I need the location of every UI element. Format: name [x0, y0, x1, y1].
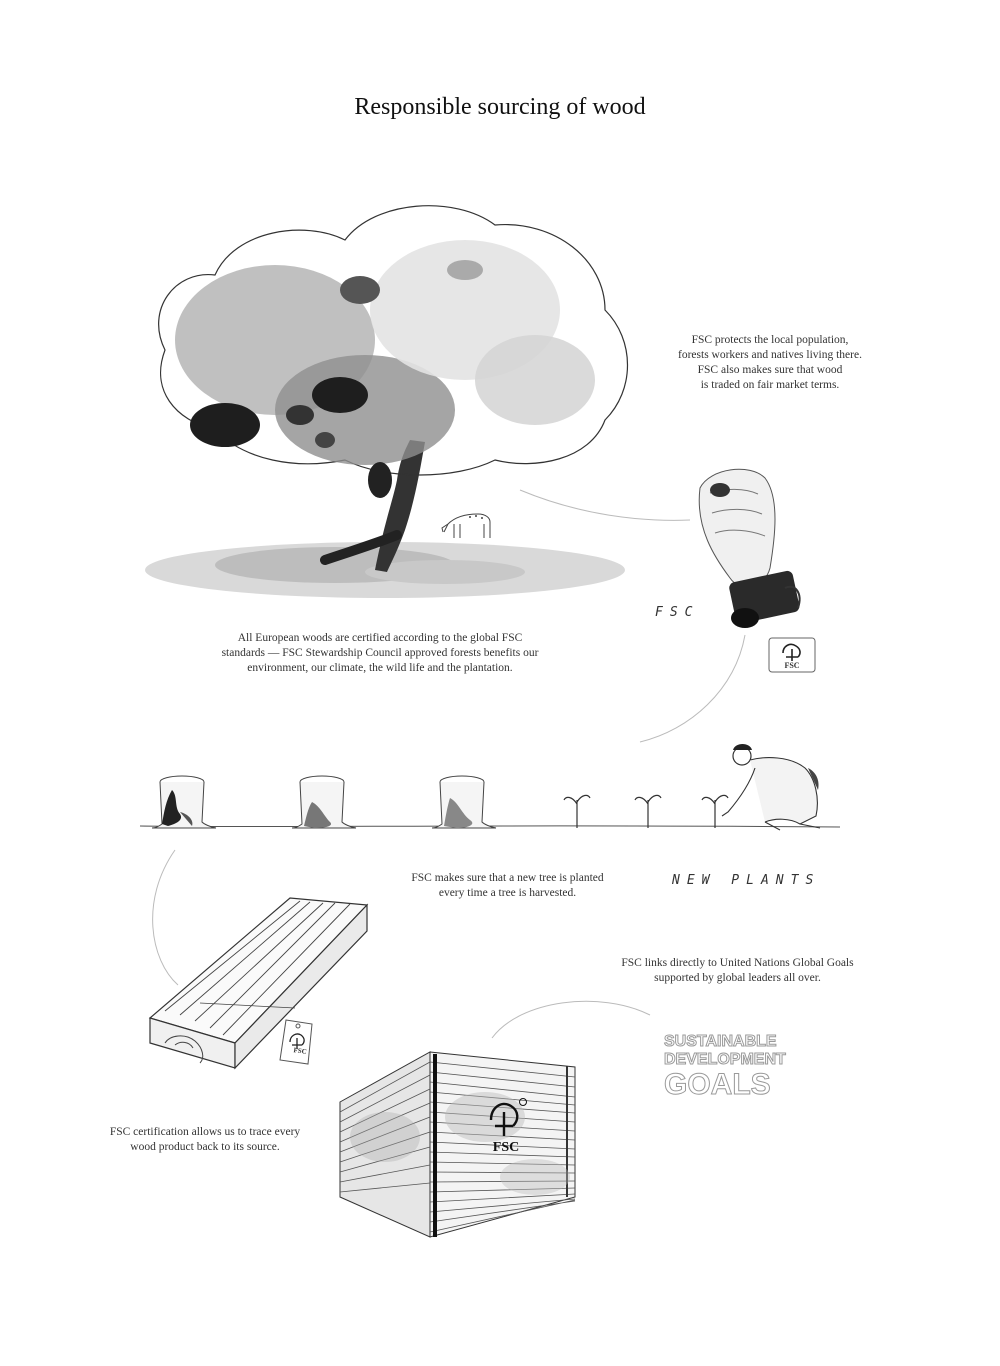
- fsc-crate-label: FSC: [492, 1140, 520, 1155]
- tree-stump-illustration: [290, 772, 360, 832]
- caption-european-woods: All European woods are certified according to the global FSC standards — FSC Stewardship Council approved forests benefits our environment, our climate, the wild life and the plantation.: [221, 632, 539, 674]
- seedling-illustration: [562, 790, 592, 830]
- caption-global-goals: FSC links directly to United Nations Global Goals supported by global leaders all over.: [621, 957, 854, 984]
- fsc-box-label: FSC: [784, 661, 800, 670]
- tree-stump-illustration: [150, 772, 220, 832]
- sdg-logo: [664, 1034, 794, 1100]
- seedling-illustration: [633, 790, 663, 830]
- sdg-line-1: SUSTAINABLE: [664, 1033, 777, 1050]
- timber-crate-illustration: [335, 1047, 585, 1242]
- fsc-logo: [483, 1094, 529, 1140]
- deer-illustration: [440, 502, 500, 542]
- page-title: Responsible sourcing of wood: [354, 94, 646, 120]
- planting-person-illustration: [720, 738, 830, 833]
- caption-trace: FSC certification allows us to trace every wood product back to its source.: [109, 1126, 301, 1153]
- hand-label-new-plants: NEW PLANTS: [672, 873, 821, 888]
- caption-local-population: FSC protects the local population, forests workers and natives living there. FSC also makes sure that wood is traded on fair market terms.: [678, 334, 862, 391]
- fsc-tag-label: FSC: [292, 1046, 308, 1056]
- caption-new-tree: FSC makes sure that a new tree is planted every time a tree is harvested.: [411, 872, 604, 899]
- hand-label-fsc: FSC: [655, 605, 700, 620]
- sdg-line-2: DEVELOPMENT: [664, 1051, 786, 1068]
- sdg-line-3: GOALS: [664, 1068, 771, 1101]
- tree-illustration: [135, 180, 655, 600]
- tree-stump-illustration: [430, 772, 500, 832]
- wood-plank-illustration: [145, 893, 375, 1073]
